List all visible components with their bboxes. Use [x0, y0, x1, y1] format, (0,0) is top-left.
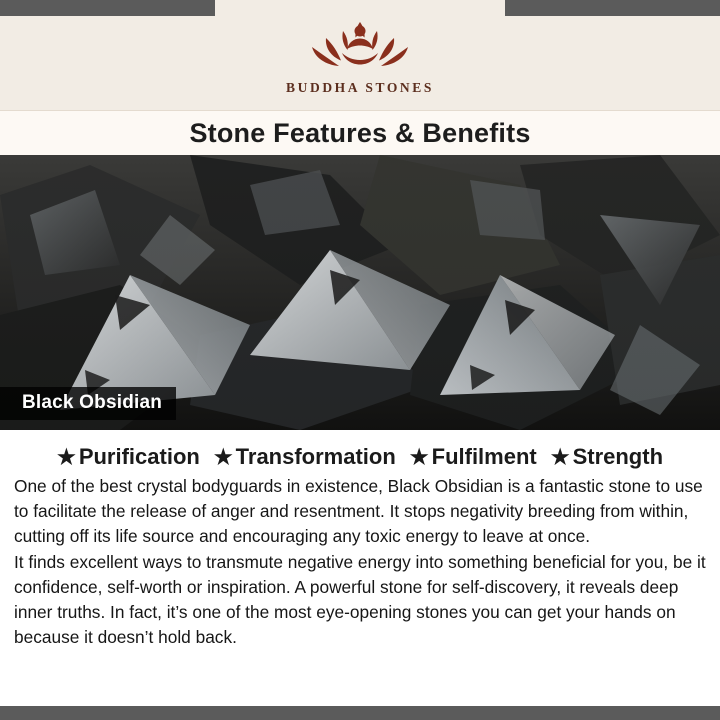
lotus-meditation-icon: [300, 14, 420, 76]
description-paragraph-1: One of the best crystal bodyguards in existence, Black Obsidian is a fantastic stone to use to facilitate the release of anger and resentment. It stops negativity breeding from within, cutting off its life source and encouraging any toxic energy to leave at once.: [14, 476, 703, 546]
content-body: [0, 430, 720, 720]
star-icon: ★: [550, 446, 570, 469]
keyword-item: [214, 444, 396, 470]
keyword-item: [410, 444, 537, 470]
keyword-item: [551, 444, 663, 470]
page-header: [0, 0, 720, 155]
star-icon: ★: [56, 446, 76, 469]
keyword-label: Purification: [78, 444, 200, 469]
page-title: Stone Features & Benefits: [189, 117, 531, 148]
brand-name: BUDDHA STONES: [286, 80, 434, 95]
keyword-label: Transformation: [235, 444, 396, 469]
stone-photo: [0, 155, 720, 430]
star-icon: ★: [213, 446, 233, 469]
description-paragraph-2: It finds excellent ways to transmute negative energy into something beneficial for you, be it confidence, self-worth or inspiration. A powerful stone for self-discovery, it reveals deep inner truths. In fact, it’s one of the most eye-opening stones you can get your hands on because it doesn’t hold back.: [14, 552, 706, 647]
keyword-label: Strength: [572, 444, 664, 469]
keyword-item: [57, 444, 200, 470]
brand-block: [0, 14, 720, 96]
star-icon: ★: [409, 446, 429, 469]
footer-band: [0, 706, 720, 720]
title-bar: [0, 110, 720, 155]
keyword-label: Fulfilment: [431, 444, 537, 469]
keyword-row: [14, 444, 706, 470]
photo-caption: Black Obsidian: [0, 387, 176, 420]
footer-band-center: [210, 706, 510, 720]
